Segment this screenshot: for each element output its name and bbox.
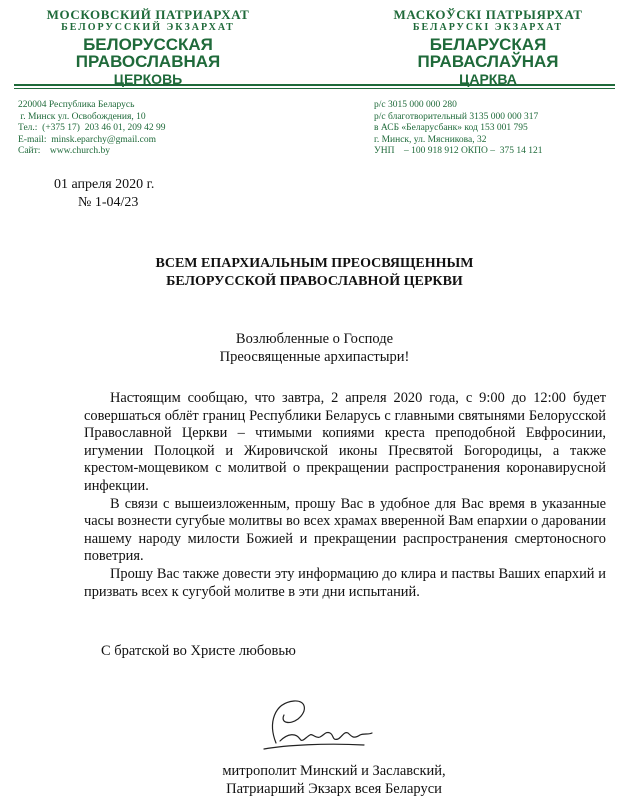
letterhead-divider (14, 84, 615, 86)
exarchate-title-by: БЕЛАРУСКІ ЭКЗАРХАТ (412, 22, 564, 33)
letter-title: ВСЕМ ЕПАРХИАЛЬНЫМ ПРЕОСВЯЩЕННЫМ БЕЛОРУССКОЙ ПРАВОСЛАВНОЙ ЦЕРКВИ (155, 256, 474, 289)
body-paragraph: В связи с вышеизложенным, прошу Вас в удобное для Вас время в указанные часы вознести сугубые молитвы во всех храмах вверенной Вам епархии о даровании нашему народу милости Божией и прекращении распространения смертоносного поветрия. (84, 495, 606, 565)
patriarchate-title: МОСКОВСКИЙ ПАТРИАРХАТ (46, 7, 250, 22)
letter-closing: С братской во Христе любовью (101, 643, 296, 659)
letter-number: № 1-04/23 (78, 195, 139, 210)
church-title-by: БЕЛАРУСКАЯ ПРАВАСЛАЎНАЯ (417, 35, 559, 71)
letterhead-right (357, 8, 619, 86)
letter-meta (54, 176, 154, 212)
body-paragraph: Настоящим сообщаю, что завтра, 2 апреля 2020 года, с 9:00 до 12:00 будет совершаться облёт границ Республики Беларусь с главными святынями Белорусской Православной Церкви – чтимыми копиями креста преподобной Евфросинии, игумении Полоцкой и Жировичской иконы Пресвятой Богородицы, а также крестом-мощевиком с молитвой о прекращении распространения коронавирусной инфекции. (84, 390, 606, 494)
contact-address-block: 220004 Республика Беларусь г. Минск ул. Освобождения, 10 Тел.: (+375 17) 203 46 01, 209 42 99 E-mail: minsk.eparchy@gmail.com Сайт: www.church.by (18, 100, 166, 156)
church-title-by-line2: ЦАРКВА (459, 71, 517, 87)
letter-date: 01 апреля 2020 г. (54, 177, 155, 192)
letterhead-divider-thin (14, 88, 615, 89)
letterhead-left (14, 8, 282, 86)
body-paragraph: Прошу Вас также довести эту информацию до клира и паствы Ваших епархий и призвать всех к сугубой молитве в эти дни испытаний. (84, 565, 606, 600)
church-title-line2: ЦЕРКОВЬ (113, 71, 183, 87)
signature (246, 693, 386, 759)
letter-greeting: Возлюбленные о Господе Преосвященные архипастыри! (219, 331, 410, 365)
church-title: БЕЛОРУССКАЯ ПРАВОСЛАВНАЯ (75, 35, 221, 71)
patriarchate-title-by: МАСКОЎСКІ ПАТРЫЯРХАТ (393, 7, 583, 22)
signer-title: митрополит Минский и Заславский, Патриарший Экзарх всея Беларуси (222, 763, 446, 797)
exarchate-title: БЕЛОРУССКИЙ ЭКЗАРХАТ (61, 22, 235, 33)
contact-bank-block: р/с 3015 000 000 280 р/с благотворительный 3135 000 000 317 в АСБ «Беларусбанк» код 153 001 795 г. Минск, ул. Мясникова, 32 УНП – 100 918 912 ОКПО – 375 14 121 (374, 100, 543, 156)
letter-body (84, 390, 606, 601)
